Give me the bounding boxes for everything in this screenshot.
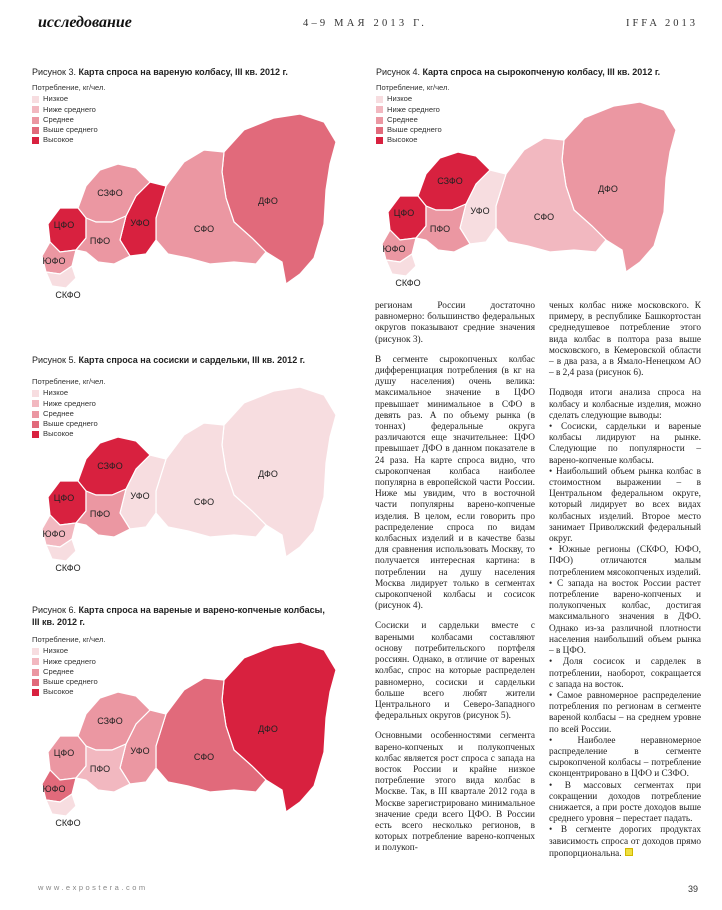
figure-6-map — [38, 640, 338, 830]
figure-4-number: Рисунок 4. — [376, 67, 420, 77]
article-column-1 — [375, 301, 535, 864]
region-label-dfo: ДФО — [598, 184, 618, 194]
region-label-sfo: СФО — [193, 497, 215, 507]
region-label-ufo: УФО — [470, 206, 490, 216]
region-label-yufo: ЮФО — [42, 784, 66, 794]
region-label-szfo: СЗФО — [97, 716, 123, 726]
conclusion-item: • Наиболее неравномерное распределение в сегменте сырокопченой колбасы – потребление сконцентрировано в ЦФО и СЗФО. — [549, 735, 701, 780]
conclusion-item: • Южные регионы (СКФО, ЮФО, ПФО) отличаются малым потреблением мясокопченых изделий. — [549, 545, 701, 578]
paragraph: Сосиски и сардельки вместе с вареными колбасами составляют основу потребительского портфеля россиян. Однако, в отличие от вареных колбас, спрос на которые распределен равномерно, сосиски и сардельки больше всего любят жители Центрального и Северо-Западного федеральных округов (рисунок 5). — [375, 621, 535, 722]
region-label-skfo: СКФО — [55, 290, 81, 300]
legend-label: Низкое — [43, 646, 69, 656]
region-label-yufo: ЮФО — [42, 529, 66, 539]
legend-title: Потребление, кг/чел. — [376, 83, 450, 92]
legend-label: Среднее — [43, 114, 74, 124]
conclusion-item: • Наибольший объем рынка колбас в стоимостном выражении – в Центральном федеральном округе, который лидирует во всех видах колбасных изделий. Второе место занимает Приволжский федеральный округ. — [549, 466, 701, 545]
region-label-cfo: ЦФО — [53, 748, 75, 758]
legend-label: Ниже среднего — [43, 398, 96, 408]
legend-label: Среднее — [387, 114, 418, 124]
figure-6-title — [32, 604, 332, 628]
legend-label: Выше среднего — [43, 419, 98, 429]
region-label-sfo: СФО — [533, 212, 555, 222]
paragraph: ченых колбас ниже московского. К примеру, в республике Башкортостан среднедушевое потребление этого вида колбас в полтора раза выше московского, в Кемеровской области – в два раза, а в Ямало-Ненецком АО – в 2,4 раза (рисунок 6). — [549, 301, 701, 379]
article-column-2 — [549, 301, 701, 860]
conclusion-item: • Сосиски, сардельки и вареные колбасы лидируют на рынке. Следующие по популярности – варено-копченые колбасы. — [549, 422, 701, 466]
legend-title: Потребление, кг/чел. — [32, 377, 106, 386]
end-marker-icon — [625, 848, 633, 856]
region-label-dfo: ДФО — [258, 196, 278, 206]
region-label-pfo: ПФО — [89, 509, 111, 519]
header-event: IFFA 2013 — [625, 18, 698, 29]
figure-4-map — [378, 100, 678, 290]
legend-label: Среднее — [43, 666, 74, 676]
legend-label: Выше среднего — [43, 677, 98, 687]
footer-website: www.expostera.com — [38, 883, 148, 892]
region-label-pfo: ПФО — [89, 764, 111, 774]
region-label-szfo: СЗФО — [97, 461, 123, 471]
region-label-yufo: ЮФО — [42, 256, 66, 266]
region-label-szfo: СЗФО — [97, 188, 123, 198]
region-label-skfo: СКФО — [55, 563, 81, 573]
legend-label: Среднее — [43, 408, 74, 418]
legend-label: Высокое — [387, 135, 418, 145]
figure-5-map — [38, 385, 338, 575]
legend-title: Потребление, кг/чел. — [32, 635, 106, 644]
legend-item — [32, 94, 106, 104]
region-label-cfo: ЦФО — [53, 220, 75, 230]
legend-label: Высокое — [43, 687, 74, 697]
region-label-sfo: СФО — [193, 224, 215, 234]
paragraph: В сегменте сырокопченых колбас дифференциация потребления (в кг на душу населения) очень велика: максимальное значение в ЦФО превышает минимальное в СФО в девять раз. А по объему рынка (в тоннах) федеральные округа различаются еще значительнее: ЦФО превышает ДФО в данном показателе в 24 раза. На карте спроса видно, что сырокопченая колбаса наиболее популярна в европейской части России. Ниже мы увидим, что в восточной части популярны варено-копченые изделия. В целом, если говорить про распределение спроса по видам колбасных изделий и в качестве базы для сравнения использовать Москву, то получается интересная картина: в потреблении на душу населения Москва лидирует только в сегментах сырокопченой колбасы и сосисок (рисунок 4). — [375, 354, 535, 612]
legend-label: Низкое — [43, 94, 69, 104]
paragraph: Основными особенностями сегмента варено-копченых и полукопченых колбас является рост спроса с запада на восток России и крайне низкое потребление этого вида колбас в Москве. Так, в III квартале 2012 года в Москве зарегистрировано минимальное значение среди всего ЦФО. В России есть всего несколько регионов, в которых потребление варено-копченых и полукоп- — [375, 731, 535, 854]
region-label-cfo: ЦФО — [393, 208, 415, 218]
legend-label: Высокое — [43, 429, 74, 439]
legend-label: Выше среднего — [43, 125, 98, 135]
conclusion-item: • Самое равномерное распределение потребления по регионам в сегменте вареной колбасы – на среднем уровне по всей России. — [549, 690, 701, 735]
legend-label: Низкое — [43, 388, 69, 398]
legend-label: Низкое — [387, 94, 413, 104]
section-title: исследование — [38, 14, 132, 31]
region-label-skfo: СКФО — [395, 278, 421, 288]
region-label-dfo: ДФО — [258, 469, 278, 479]
legend-label: Ниже среднего — [387, 104, 440, 114]
figure-3-title — [32, 66, 352, 78]
legend-swatch — [32, 96, 39, 103]
region-label-yufo: ЮФО — [382, 244, 406, 254]
figure-4-caption: Карта спроса на сырокопченую колбасу, III кв. 2012 г. — [419, 67, 661, 77]
figure-3-number: Рисунок 3. — [32, 67, 76, 77]
region-label-sfo: СФО — [193, 752, 215, 762]
conclusion-item-text: • В сегменте дорогих продуктах зависимость спроса от доходов прямо пропорциональна. — [549, 825, 701, 859]
conclusion-item — [549, 825, 701, 860]
region-label-dfo: ДФО — [258, 724, 278, 734]
figure-6-number: Рисунок 6. — [32, 605, 76, 615]
region-label-pfo: ПФО — [429, 224, 451, 234]
figure-5-number: Рисунок 5. — [32, 355, 76, 365]
legend-label: Ниже среднего — [43, 656, 96, 666]
figure-3-map — [38, 112, 338, 302]
legend-label: Ниже среднего — [43, 104, 96, 114]
conclusion-item: • С запада на восток России растет потребление варено-копченых и полукопченых колбас, достигая максимального значения в ДФО. Однако из-за различной плотности населения наибольший объем рынка – в ЦФО. — [549, 578, 701, 657]
conclusion-item: • В массовых сегментах при сокращении доходов потребление снижается, а при росте доходов выше среднего уровня – перестает падать. — [549, 780, 701, 825]
legend-label: Выше среднего — [387, 125, 442, 135]
figure-3-caption: Карта спроса на вареную колбасу, III кв. 2012 г. — [75, 67, 288, 77]
figure-5-title — [32, 354, 352, 366]
conclusion-item: • Доля сосисок и сарделек в потреблении, наоборот, сокращается с запада на восток. — [549, 657, 701, 690]
paragraph: регионам России достаточно равномерно: большинство федеральных округов показывают средние значения (рисунок 3). — [375, 301, 535, 345]
figure-5-caption: Карта спроса на сосиски и сардельки, III кв. 2012 г. — [75, 355, 306, 365]
region-label-pfo: ПФО — [89, 236, 111, 246]
region-label-ufo: УФО — [130, 218, 150, 228]
paragraph: Подводя итоги анализа спроса на колбасу и колбасные изделия, можно сделать следующие выводы: — [549, 388, 701, 421]
header-dates: 4–9 МАЯ 2013 Г. — [303, 18, 428, 29]
region-label-cfo: ЦФО — [53, 493, 75, 503]
region-label-ufo: УФО — [130, 491, 150, 501]
region-label-ufo: УФО — [130, 746, 150, 756]
figure-4-title — [376, 66, 696, 78]
legend-label: Высокое — [43, 135, 74, 145]
figure-6-caption: Карта спроса на вареные и варено-копченые колбасы, III кв. 2012 г. — [32, 605, 325, 627]
region-label-skfo: СКФО — [55, 818, 81, 828]
page-number: 39 — [687, 884, 698, 894]
legend-title: Потребление, кг/чел. — [32, 83, 106, 92]
region-label-szfo: СЗФО — [437, 176, 463, 186]
